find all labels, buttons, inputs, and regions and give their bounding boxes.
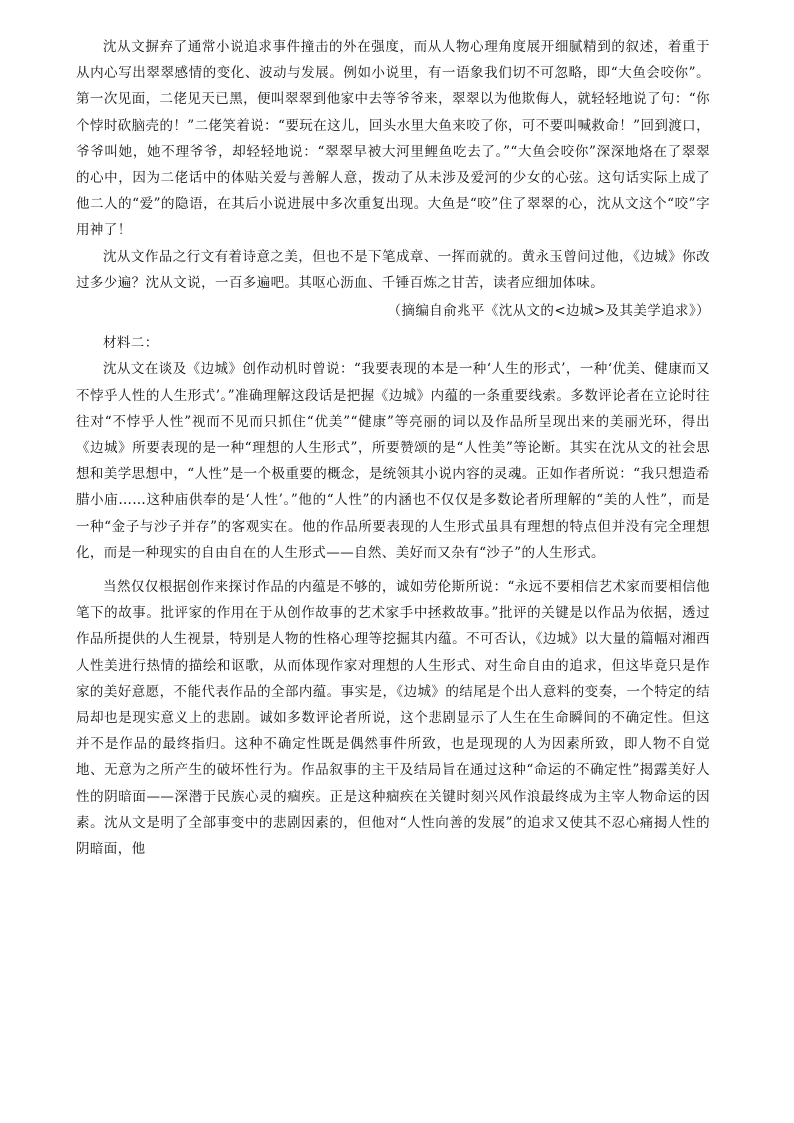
- paragraph-4: 当然仅仅根据创作来探讨作品的内蕴是不够的，诚如劳伦斯所说：“永远不要相信艺术家而要相信他笔下的故事。批评家的作用在于从创作故事的艺术家手中拯救故事。”批评的关键是以作品为依据，透过作品所提供的人生视景，特别是人物的性格心理等挖掘其内蕴。不可否认，《边城》以大量的篇幅对湘西人性美进行热情的描绘和讴歌，从而体现作家对理想的人生形式、对生命自由的追求，但这毕竟只是作家的美好意愿，不能代表作品的全部内蕴。事实是，《边城》的结尾是个出人意料的变奏，一个特定的结局却也是现实意义上的悲剧。诚如多数评论者所说，这个悲剧显示了人生在生命瞬间的不确定性。但这并不是作品的最终指归。这种不确定性既是偶然事件所致，也是现现的人为因素所致，即人物不自觉地、无意为之所产生的破坏性行为。作品叙事的主干及结局旨在通过这种“命运的不确定性”揭露美好人性的阴暗面——深潜于民族心灵的痼疾。正是这种痼疾在关键时刻兴风作浪最终成为主宰人物命运的因素。沈从文是明了全部事变中的悲剧因素的，但他对“人性向善的发展”的追求又使其不忍心痛揭人性的阴暗面，他: [76, 579, 710, 858]
- paragraph-2: 沈从文作品之行文有着诗意之美，但也不是下笔成章、一挥而就的。黄永玉曾问过他，《边城》你改过多少遍？沈从文说，一百多遍吧。其呕心沥血、千锤百炼之甘苦，读者应细加体味。: [76, 248, 710, 291]
- paragraph-1: 沈从文摒弃了通常小说追求事件撞击的外在强度，而从人物心理角度展开细腻精到的叙述，着重于从内心写出翠翠感情的变化、波动与发展。例如小说里，有一语象我们切不可忽略，即“大鱼会咬你”。第一次见面，二佬见天已黑，便叫翠翠到他家中去等爷爷来，翠翠以为他欺侮人，就轻轻地说了句：“你个悖时砍脑壳的！”二佬笑着说：“要玩在这儿，回头水里大鱼来咬了你，可不要叫喊救命！”回到渡口，爷爷叫她，她不理爷爷，却轻轻地说：“翠翠早被大河里鲤鱼吃去了。”“大鱼会咬你”深深地烙在了翠翠的心中，因为二佬话中的体贴关爱与善解人意，拨动了从未涉及爱河的少女的心弦。这句话实际上成了他二人的“爱”的隐语，在其后小说进展中多次重复出现。大鱼是“咬”住了翠翠的心，沈从文这个“咬”字用神了！: [76, 39, 710, 239]
- paragraph-3: 沈从文在谈及《边城》创作动机时曾说：“我要表现的本是一种‘人生的形式’，一种‘优美、健康而又不悖乎人性的人生形式’。”准确理解这段话是把握《边城》内蕴的一条重要线索。多数评论者在立论时往往对“不悖乎人性”视而不见而只抓住“优美”“健康”等亮丽的词以及作品所呈现出来的美丽光环，得出《边城》所要表现的是一种“理想的人生形式”，所要赞颂的是“人性美”等论断。其实在沈从文的社会思想和美学思想中，“人性”是一个极重要的概念，是统领其小说内容的灵魂。正如作者所说：“我只想造希腊小庙……这种庙供奉的是‘人性’。”他的“人性”的内涵也不仅仅是多数论者所理解的“美的人性”，而是一种“金子与沙子并存”的客观实在。他的作品所要表现的人生形式虽具有理想的特点但并没有完全理想化，而是一种现实的自由自在的人生形式——自然、美好而又杂有“沙子”的人生形式。: [76, 361, 710, 561]
- material-two-label: 材料二：: [103, 335, 159, 352]
- source-citation: （摘编自俞兆平《沈从文的<边城>及其美学追求》）: [387, 303, 710, 320]
